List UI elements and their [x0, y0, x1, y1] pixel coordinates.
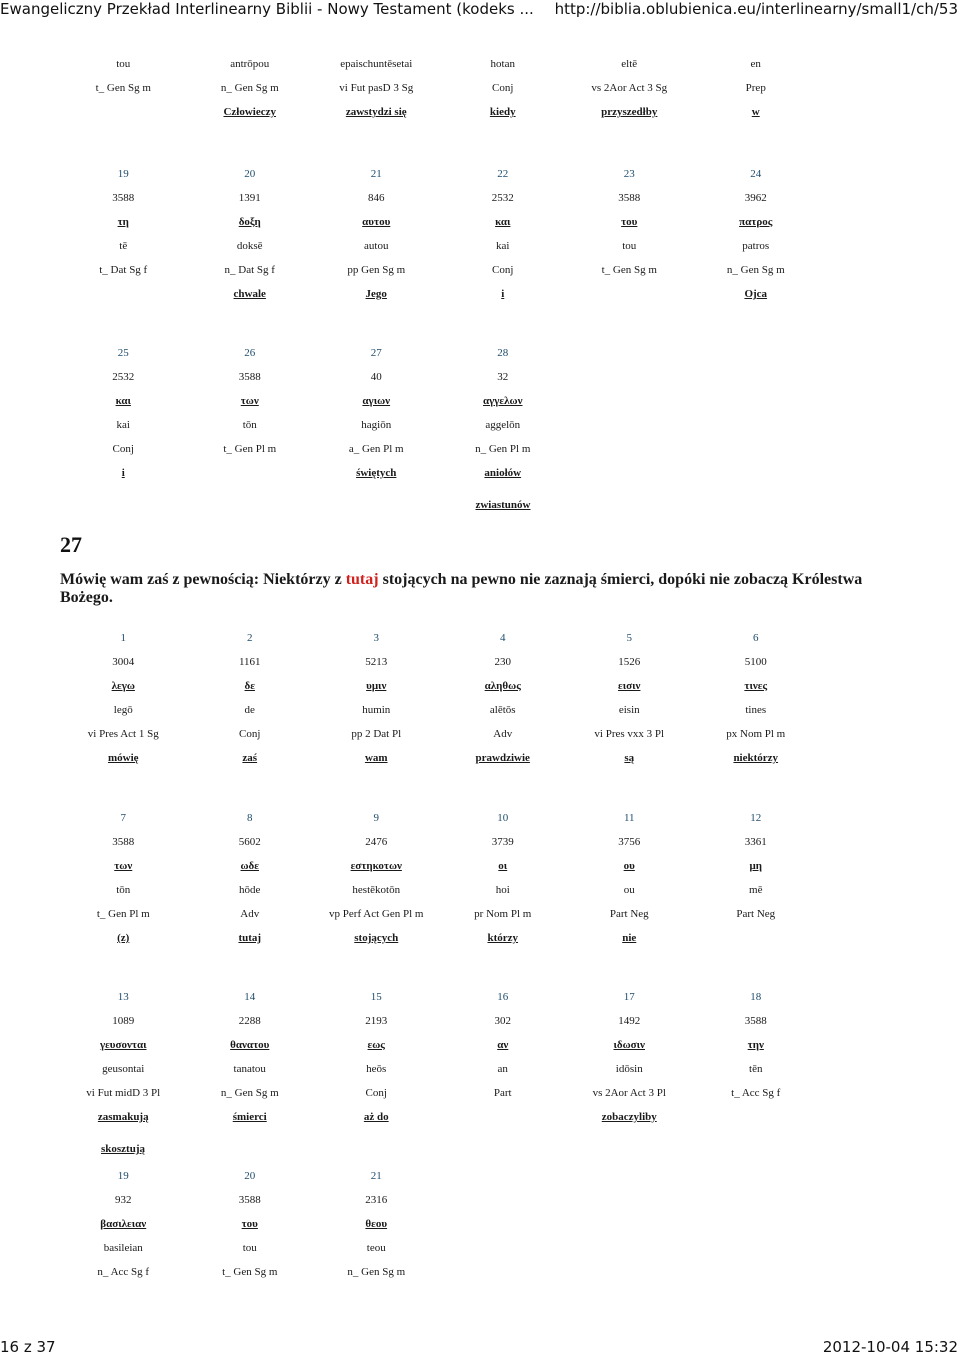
strongs-number: 846: [368, 192, 385, 204]
translit-cell: tēn: [749, 1063, 763, 1075]
strongs-number: 5100: [744, 656, 767, 668]
polish-link[interactable]: niektórzy: [733, 752, 779, 764]
morph-cell: vi Pres vxx 3 Pl: [594, 728, 665, 740]
translit-row: [60, 1236, 819, 1260]
translit-cell: mē: [749, 884, 763, 896]
translit-cell: teou: [366, 1242, 386, 1254]
strongs-number: 1492: [618, 1015, 641, 1027]
word-block-2: [60, 341, 819, 485]
word-number: 11: [623, 812, 635, 824]
word-number: 21: [370, 1170, 382, 1182]
word-number: 22: [497, 168, 509, 180]
verse-text-part: stojących na pewno nie zaznają śmierci, dopóki nie zobaczą Królestwa Bożego.: [60, 571, 863, 606]
greek-word-link[interactable]: του: [621, 216, 638, 228]
morph-cell: n_ Gen Pl m: [475, 443, 531, 455]
morph-cell: Adv: [493, 728, 513, 740]
morph-cell: vi Fut pasD 3 Sg: [339, 82, 414, 94]
morph-cell: Adv: [240, 908, 260, 920]
greek-word-link[interactable]: θανατου: [230, 1039, 270, 1051]
word-number: 28: [497, 347, 509, 359]
translit-cell: doksē: [236, 240, 263, 252]
strongs-number: 1161: [238, 656, 261, 668]
highlighted-word: tutaj: [345, 571, 379, 588]
greek-row: [60, 674, 819, 698]
polish-link[interactable]: Ojca: [744, 288, 768, 300]
morph-cell: Conj: [492, 264, 514, 276]
verse-translation: [60, 571, 880, 607]
polish-link[interactable]: stojących: [354, 932, 399, 944]
greek-word-link[interactable]: των: [240, 395, 259, 407]
word-block-0: [60, 52, 819, 124]
polish-link[interactable]: i: [121, 467, 125, 479]
greek-word-link[interactable]: λεγω: [111, 680, 135, 692]
morph-cell: Conj: [239, 728, 261, 740]
greek-word-link[interactable]: αγιων: [362, 395, 391, 407]
translit-cell: tou: [622, 240, 637, 252]
word-number: 18: [750, 991, 762, 1003]
strongs-number: 2288: [238, 1015, 261, 1027]
greek-word-link[interactable]: αυτου: [362, 216, 391, 228]
strongs-number: 302: [494, 1015, 511, 1027]
morph-row: [60, 76, 819, 100]
strongs-number: 2476: [365, 836, 388, 848]
polish-link[interactable]: świętych: [356, 467, 397, 479]
strongs-number: 2532: [491, 192, 514, 204]
translit-cell: antrōpou: [230, 58, 270, 70]
word-block-1: [60, 162, 819, 306]
word-number: 6: [753, 632, 759, 644]
strongs-number: 1391: [238, 192, 261, 204]
document-title: Ewangeliczny Przekład Interlinearny Biblii - Nowy Testament (kodeks ...: [0, 0, 534, 18]
translit-cell: aggelōn: [485, 419, 521, 431]
greek-word-link[interactable]: εισιν: [618, 680, 641, 692]
word-block-5: [60, 985, 819, 1129]
word-number: 27: [370, 347, 382, 359]
word-number: 10: [497, 812, 509, 824]
strongs-row: [60, 650, 819, 674]
morph-cell: t_ Acc Sg f: [731, 1087, 781, 1099]
polish-row: [60, 100, 819, 124]
strongs-number: 40: [370, 371, 382, 383]
morph-cell: Part Neg: [736, 908, 776, 920]
polish-link[interactable]: nie: [622, 932, 637, 944]
greek-word-link[interactable]: θεου: [365, 1218, 388, 1230]
strongs-number: 32: [497, 371, 509, 383]
greek-word-link[interactable]: ιδωσιν: [613, 1039, 645, 1051]
polish-row: [60, 1105, 819, 1129]
translit-cell: basileian: [103, 1242, 143, 1254]
translit-cell: de: [244, 704, 255, 716]
greek-word-link[interactable]: οι: [498, 860, 508, 872]
translit-cell: kai: [496, 240, 510, 252]
strongs-number: 230: [494, 656, 511, 668]
print-timestamp: 2012-10-04 15:32: [822, 1338, 958, 1356]
strongs-number: 3588: [112, 836, 135, 848]
strongs-row: [60, 1009, 819, 1033]
strongs-number: 5602: [238, 836, 261, 848]
greek-word-link[interactable]: εστηκοτων: [350, 860, 402, 872]
word-number: 7: [120, 812, 126, 824]
greek-word-link[interactable]: αν: [497, 1039, 509, 1051]
strongs-row: [60, 830, 819, 854]
word-number: 20: [244, 1170, 256, 1182]
morph-cell: t_ Gen Sg m: [95, 82, 151, 94]
translit-cell: autou: [364, 240, 389, 252]
greek-word-link[interactable]: του: [241, 1218, 258, 1230]
morph-cell: vi Pres Act 1 Sg: [87, 728, 159, 740]
greek-word-link[interactable]: των: [114, 860, 133, 872]
translit-cell: hoi: [495, 884, 510, 896]
polish-link[interactable]: wam: [364, 752, 388, 764]
translit-cell: hestēkotōn: [352, 884, 401, 896]
word-number: 17: [623, 991, 635, 1003]
morph-cell: a_ Gen Pl m: [348, 443, 404, 455]
strongs-number: 2193: [365, 1015, 388, 1027]
morph-cell: Conj: [112, 443, 134, 455]
strongs-number: 3588: [618, 192, 641, 204]
word-block-6: [60, 1164, 819, 1284]
translit-cell: humin: [362, 704, 391, 716]
strongs-number: 3588: [112, 192, 135, 204]
word-number: 14: [244, 991, 256, 1003]
polish-link[interactable]: tutaj: [238, 932, 262, 944]
strongs-number: 3756: [618, 836, 641, 848]
number-row: [60, 806, 819, 830]
word-number: 25: [117, 347, 129, 359]
word-number: 16: [497, 991, 509, 1003]
greek-row: [60, 210, 819, 234]
translit-cell: tōn: [242, 419, 257, 431]
verse-text-part: Mówię wam zaś z pewnością: Niektórzy z: [60, 571, 346, 588]
polish-link[interactable]: zobaczyliby: [601, 1111, 657, 1123]
morph-row: [60, 722, 819, 746]
polish-link[interactable]: (z): [117, 932, 130, 944]
word-number: 23: [623, 168, 635, 180]
greek-word-link[interactable]: και: [495, 216, 511, 228]
number-row: [60, 1164, 819, 1188]
greek-word-link[interactable]: υμιν: [366, 680, 387, 692]
word-number: 2: [247, 632, 253, 644]
translit-row: [60, 1057, 819, 1081]
translit-cell: tōn: [116, 884, 131, 896]
translit-cell: tines: [745, 704, 767, 716]
strongs-number: 3004: [112, 656, 135, 668]
translit-cell: kai: [116, 419, 130, 431]
strongs-number: 2316: [365, 1194, 388, 1206]
morph-row: [60, 437, 819, 461]
polish-link[interactable]: aniołów: [484, 467, 522, 479]
greek-word-link[interactable]: μη: [749, 860, 762, 872]
greek-word-link[interactable]: ου: [623, 860, 635, 872]
source-url[interactable]: http://biblia.oblubienica.eu/interlinearny/small1/ch/53: [554, 0, 958, 18]
word-number: 13: [117, 991, 129, 1003]
strongs-number: 3588: [238, 1194, 261, 1206]
polish-link[interactable]: Człowieczy: [223, 106, 277, 118]
polish-link[interactable]: aż do: [363, 1111, 389, 1123]
strongs-row: [60, 1188, 819, 1212]
polish-link[interactable]: Jego: [365, 288, 387, 300]
word-number: 24: [750, 168, 762, 180]
translit-cell: tou: [116, 58, 131, 70]
morph-cell: vs 2Aor Act 3 Pl: [592, 1087, 666, 1099]
morph-cell: n_ Gen Sg m: [220, 1087, 279, 1099]
polish-link[interactable]: zasmakują: [97, 1111, 149, 1123]
translit-cell: alētōs: [489, 704, 516, 716]
morph-cell: n_ Gen Sg m: [726, 264, 785, 276]
polish-link[interactable]: i: [501, 288, 505, 300]
polish-link[interactable]: w: [751, 106, 760, 118]
page-footer: [0, 1338, 960, 1358]
translit-cell: tou: [242, 1242, 257, 1254]
morph-cell: Conj: [365, 1087, 387, 1099]
translit-row: [60, 413, 819, 437]
greek-word-link[interactable]: τινες: [744, 680, 768, 692]
translit-cell: eisin: [618, 704, 640, 716]
translit-cell: an: [497, 1063, 508, 1075]
translit-cell: patros: [742, 240, 770, 252]
word-number: 19: [117, 1170, 129, 1182]
morph-cell: t_ Dat Sg f: [99, 264, 148, 276]
polish-row: [60, 461, 819, 485]
translit-cell: tanatou: [233, 1063, 266, 1075]
greek-row: [60, 389, 819, 413]
strongs-number: 5213: [365, 656, 388, 668]
page-header: [0, 0, 960, 20]
greek-row: [60, 1212, 819, 1236]
morph-cell: px Nom Pl m: [726, 728, 786, 740]
greek-row: [60, 1033, 819, 1057]
greek-word-link[interactable]: και: [115, 395, 131, 407]
strongs-row: [60, 365, 819, 389]
word-number: 19: [117, 168, 129, 180]
morph-cell: pp 2 Dat Pl: [351, 728, 402, 740]
word-block-3: [60, 626, 819, 770]
word-number: 12: [750, 812, 762, 824]
greek-row: [60, 854, 819, 878]
morph-cell: pp Gen Sg m: [347, 264, 406, 276]
polish-link[interactable]: chwale: [233, 288, 266, 300]
word-number: 21: [370, 168, 382, 180]
morph-cell: t_ Gen Sg m: [222, 1266, 278, 1278]
greek-word-link[interactable]: γευσονται: [99, 1039, 147, 1051]
translit-cell: hōde: [239, 884, 261, 896]
morph-cell: n_ Acc Sg f: [97, 1266, 150, 1278]
morph-cell: pr Nom Pl m: [474, 908, 532, 920]
number-row: [60, 985, 819, 1009]
morph-cell: n_ Dat Sg f: [224, 264, 275, 276]
polish-link[interactable]: kiedy: [489, 106, 516, 118]
translit-cell: legō: [113, 704, 133, 716]
translit-cell: en: [750, 58, 761, 70]
greek-word-link[interactable]: δοξη: [238, 216, 261, 228]
translit-row: [60, 234, 819, 258]
morph-cell: Prep: [745, 82, 766, 94]
morph-cell: n_ Gen Sg m: [220, 82, 279, 94]
word-block-4: [60, 806, 819, 950]
polish-link[interactable]: którzy: [487, 932, 519, 944]
morph-cell: t_ Gen Pl m: [223, 443, 277, 455]
polish-link[interactable]: zaś: [242, 752, 258, 764]
strongs-number: 2532: [112, 371, 135, 383]
word-number: 4: [500, 632, 506, 644]
greek-word-link[interactable]: δε: [244, 680, 255, 692]
polish-link[interactable]: zawstydzi się: [345, 106, 407, 118]
morph-cell: vs 2Aor Act 3 Sg: [591, 82, 668, 94]
morph-row: [60, 902, 819, 926]
word-number: 20: [244, 168, 256, 180]
morph-row: [60, 1081, 819, 1105]
translit-cell: heōs: [366, 1063, 387, 1075]
alternative-translation-link[interactable]: zwiastunów: [475, 499, 531, 511]
greek-word-link[interactable]: ωδε: [240, 860, 259, 872]
polish-row: [60, 746, 819, 770]
translit-cell: ou: [623, 884, 635, 896]
polish-row: [60, 282, 819, 306]
strongs-number: 3361: [744, 836, 767, 848]
translit-row: [60, 52, 819, 76]
translit-cell: eltē: [621, 58, 638, 70]
morph-cell: t_ Gen Pl m: [96, 908, 150, 920]
page-counter: 16 z 37: [0, 1338, 56, 1356]
morph-cell: Part: [493, 1087, 512, 1099]
word-number: 1: [120, 632, 126, 644]
morph-cell: vp Perf Act Gen Pl m: [329, 908, 424, 920]
polish-link[interactable]: przyszedłby: [601, 106, 658, 118]
polish-link[interactable]: są: [624, 752, 635, 764]
greek-word-link[interactable]: αγγελων: [483, 395, 523, 407]
greek-word-link[interactable]: αληθως: [484, 680, 521, 692]
translit-cell: idōsin: [615, 1063, 643, 1075]
greek-word-link[interactable]: βασιλειαν: [100, 1218, 147, 1230]
translit-cell: hotan: [490, 58, 515, 70]
strongs-number: 3962: [744, 192, 767, 204]
translit-cell: tē: [119, 240, 128, 252]
strongs-number: 3588: [238, 371, 261, 383]
strongs-row: [60, 186, 819, 210]
number-row: [60, 626, 819, 650]
word-number: 26: [244, 347, 256, 359]
strongs-number: 3739: [491, 836, 514, 848]
verse-number: 27: [60, 532, 82, 557]
strongs-number: 1526: [618, 656, 641, 668]
morph-row: [60, 1260, 819, 1284]
morph-row: [60, 258, 819, 282]
morph-cell: t_ Gen Sg m: [601, 264, 657, 276]
number-row: [60, 162, 819, 186]
morph-cell: n_ Gen Sg m: [347, 1266, 406, 1278]
word-number: 3: [373, 632, 379, 644]
strongs-number: 932: [115, 1194, 132, 1206]
translit-cell: epaischuntēsetai: [340, 58, 413, 70]
polish-link[interactable]: mówię: [107, 752, 139, 764]
greek-word-link[interactable]: τη: [117, 216, 129, 228]
greek-word-link[interactable]: εως: [367, 1039, 385, 1051]
strongs-number: 3588: [744, 1015, 767, 1027]
translit-cell: geusontai: [102, 1063, 145, 1075]
alternative-translation-link[interactable]: skosztują: [100, 1143, 145, 1155]
greek-word-link[interactable]: την: [747, 1039, 764, 1051]
word-number: 9: [373, 812, 379, 824]
polish-link[interactable]: śmierci: [232, 1111, 267, 1123]
word-number: 5: [626, 632, 632, 644]
word-number: 8: [247, 812, 253, 824]
translit-row: [60, 878, 819, 902]
number-row: [60, 341, 819, 365]
morph-cell: vi Fut midD 3 Pl: [86, 1087, 161, 1099]
word-number: 15: [370, 991, 382, 1003]
morph-cell: Conj: [492, 82, 514, 94]
translit-cell: hagiōn: [361, 419, 392, 431]
greek-word-link[interactable]: πατρος: [739, 216, 773, 228]
polish-row: [60, 926, 819, 950]
strongs-number: 1089: [112, 1015, 135, 1027]
translit-row: [60, 698, 819, 722]
morph-cell: Part Neg: [609, 908, 649, 920]
polish-link[interactable]: prawdziwie: [475, 752, 530, 764]
